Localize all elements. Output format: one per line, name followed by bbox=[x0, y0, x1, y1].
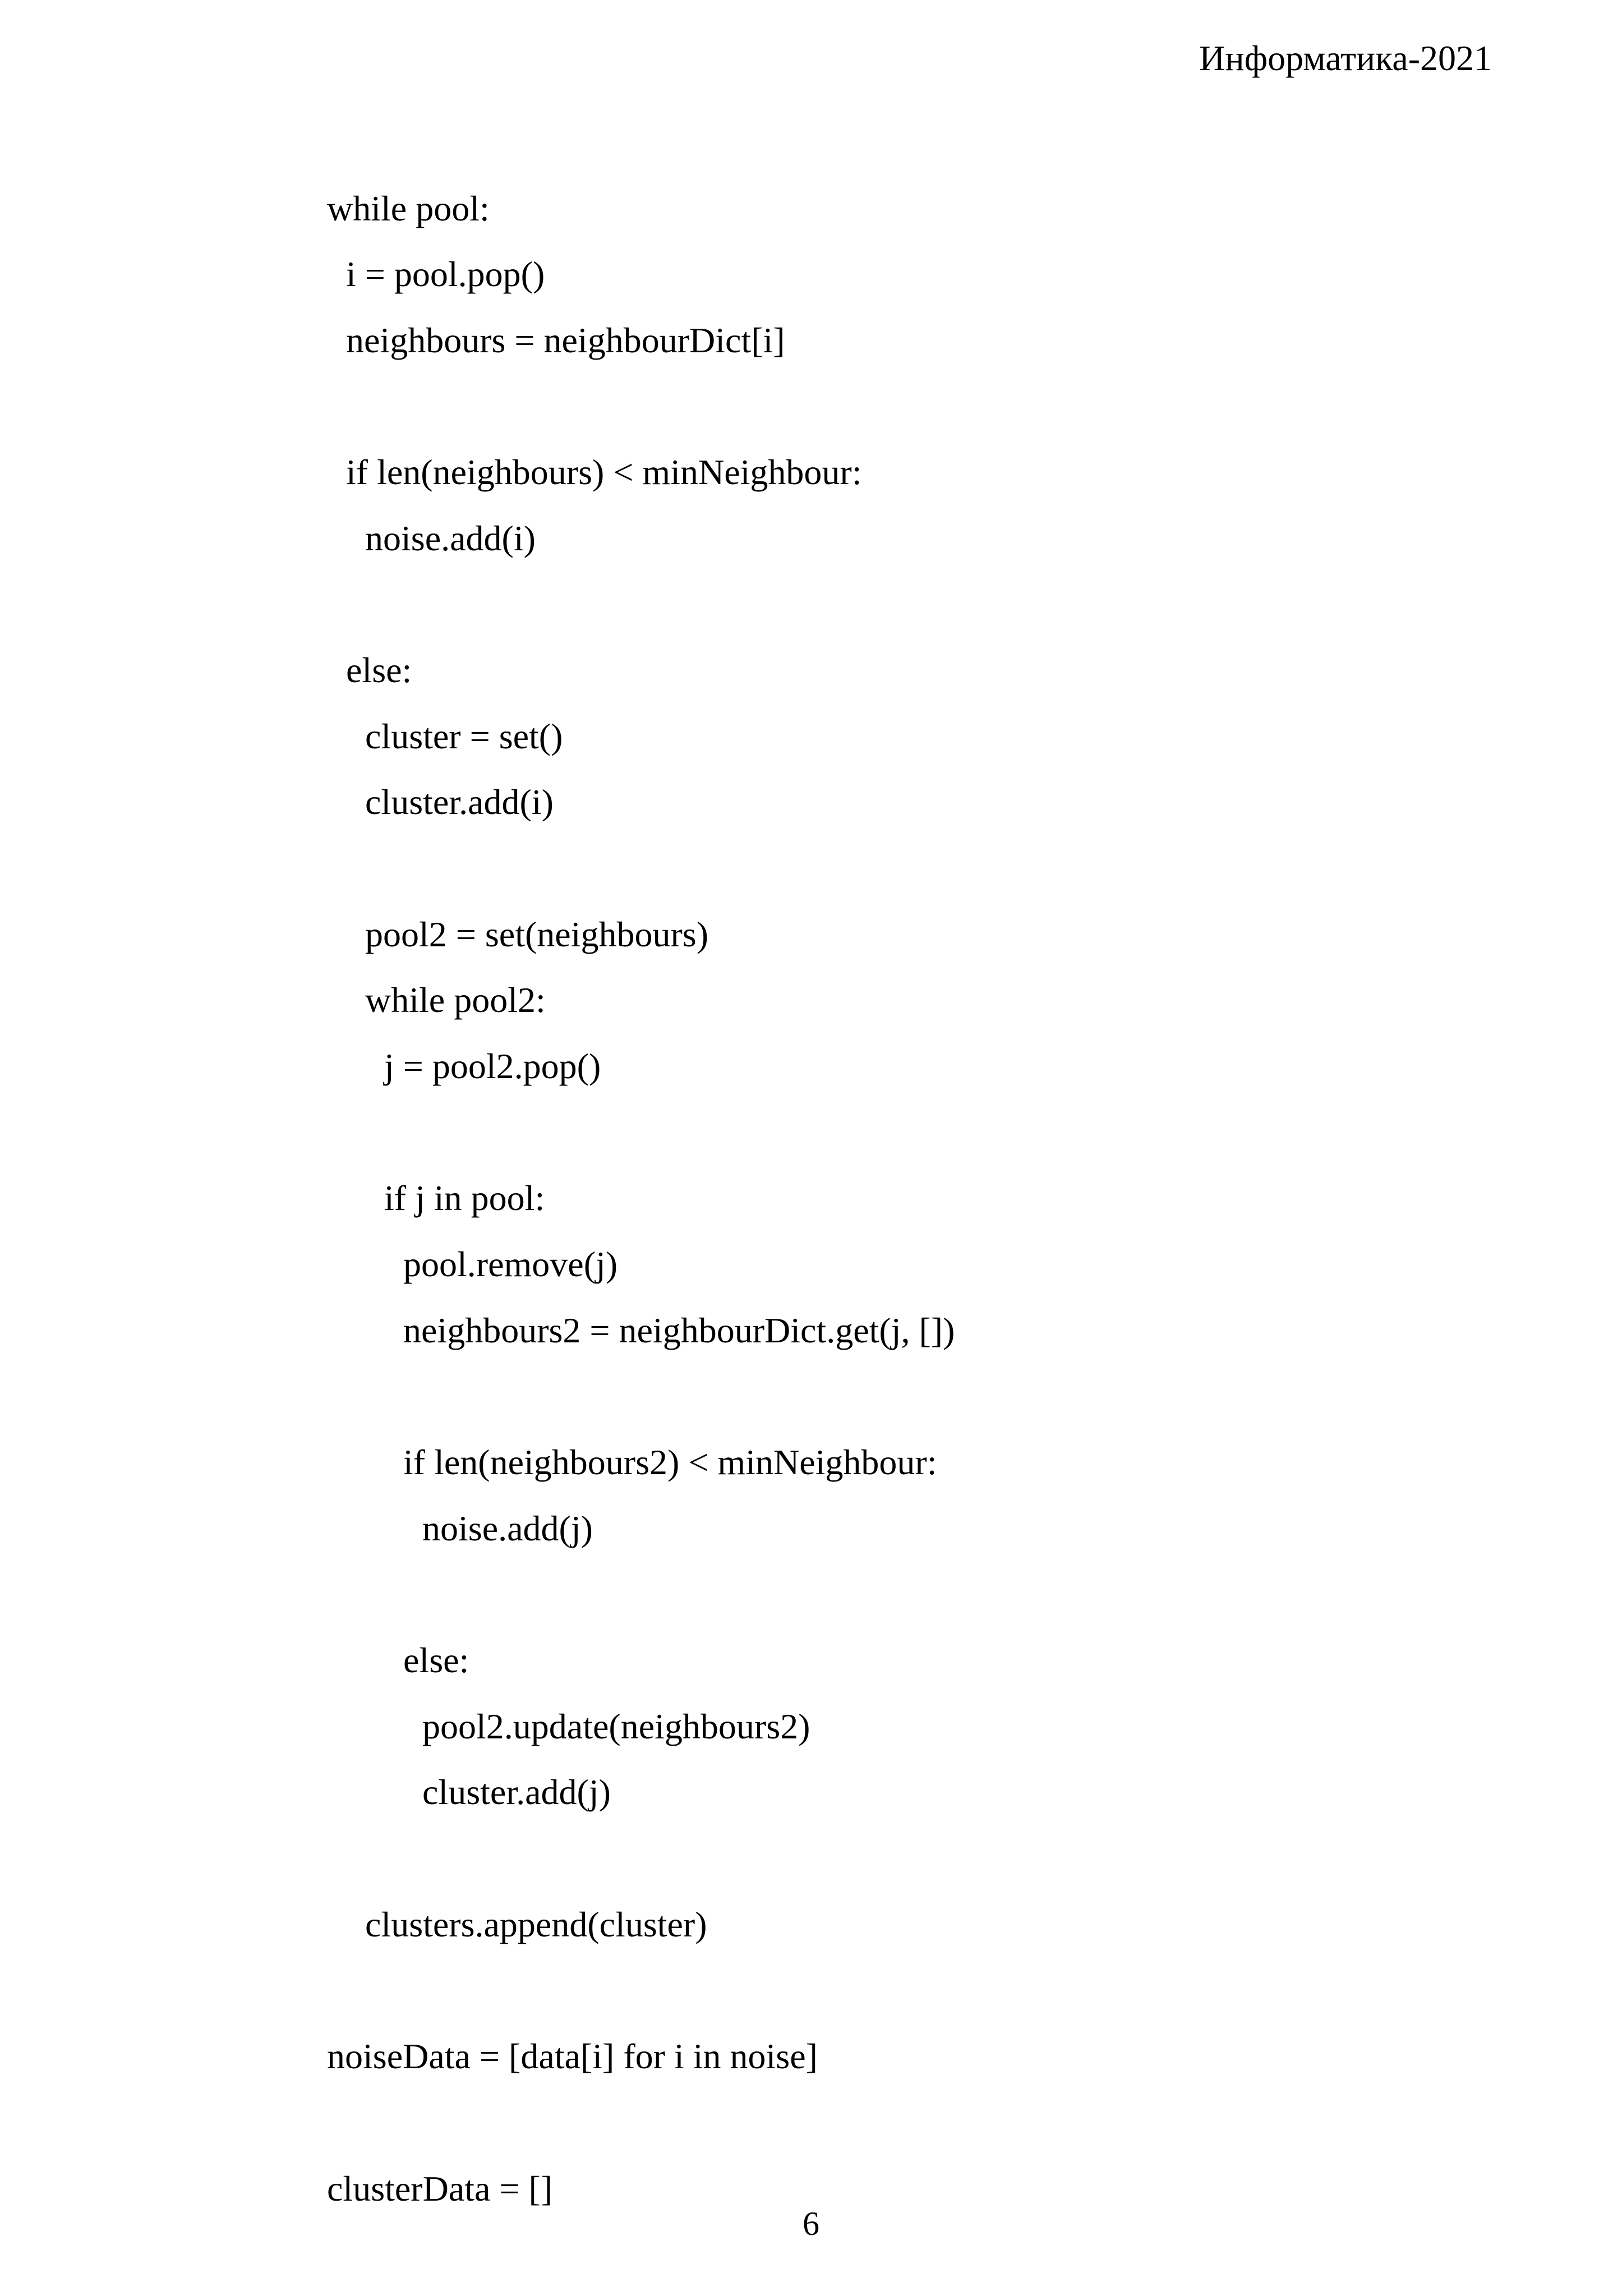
code-line: if j in pool: bbox=[384, 1178, 545, 1218]
code-line: pool2 = set(neighbours) bbox=[365, 914, 708, 954]
code-line: cluster.add(i) bbox=[365, 782, 554, 822]
code-line: if len(neighbours) < minNeighbour: bbox=[346, 452, 862, 492]
code-line: cluster = set() bbox=[365, 716, 563, 756]
code-line: if len(neighbours2) < minNeighbour: bbox=[403, 1442, 937, 1482]
code-line: else: bbox=[403, 1640, 469, 1680]
code-line: neighbours = neighbourDict[i] bbox=[346, 320, 785, 360]
code-line: neighbours2 = neighbourDict.get(j, []) bbox=[403, 1310, 955, 1350]
code-line: while pool2: bbox=[365, 980, 546, 1020]
code-line: cluster.add(j) bbox=[422, 1772, 611, 1812]
code-line: i = pool.pop() bbox=[346, 254, 545, 294]
code-line: noiseData = [data[i] for i in noise] bbox=[327, 2036, 818, 2076]
code-line: j = pool2.pop() bbox=[384, 1046, 601, 1086]
code-line: noise.add(j) bbox=[422, 1508, 593, 1548]
code-line: else: bbox=[346, 650, 412, 690]
code-line: while pool: bbox=[327, 188, 490, 228]
code-line: clusterData = [] bbox=[327, 2169, 553, 2208]
code-line: pool2.update(neighbours2) bbox=[422, 1706, 810, 1746]
code-line: pool.remove(j) bbox=[403, 1244, 618, 1284]
running-header: Информатика-2021 bbox=[1199, 38, 1492, 78]
code-line: clusters.append(cluster) bbox=[365, 1904, 707, 1944]
code-line: noise.add(i) bbox=[365, 518, 536, 558]
page-number: 6 bbox=[803, 2205, 819, 2242]
